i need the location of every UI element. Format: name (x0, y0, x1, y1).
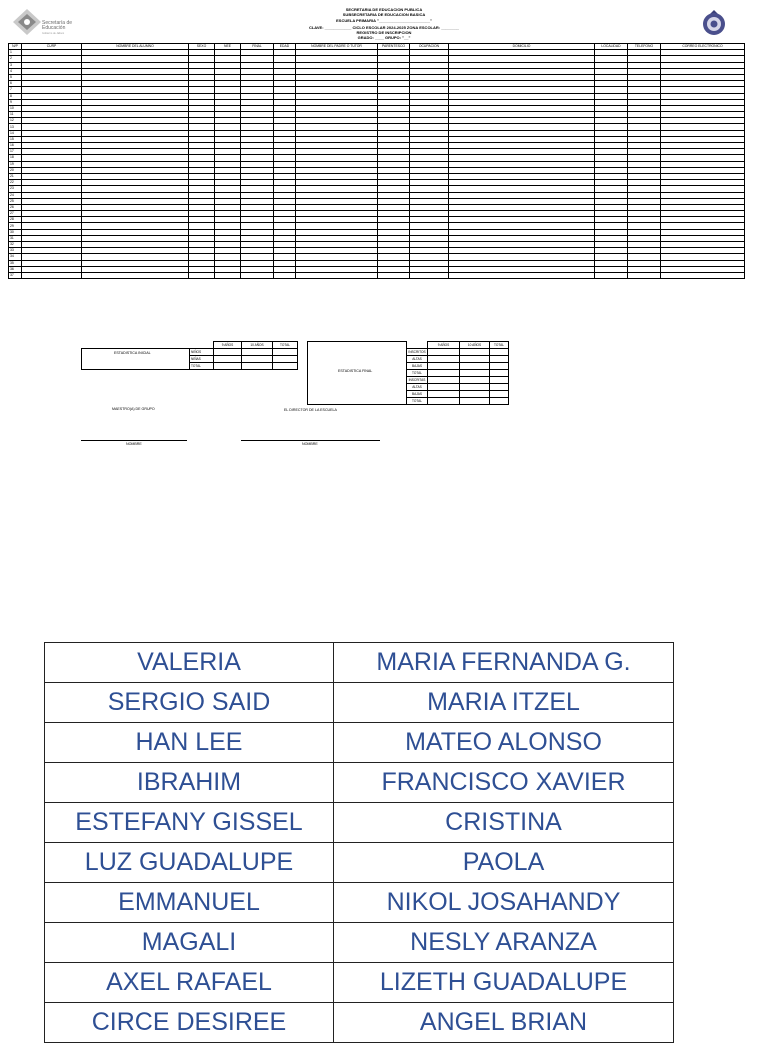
stat-cell (428, 377, 460, 384)
stat-cell (214, 349, 242, 356)
stat-cell (214, 356, 242, 363)
register-column-header: PARENTESCO (378, 44, 410, 50)
row-number: 37 (9, 272, 22, 278)
stat-cell (460, 363, 490, 370)
register-cell (410, 272, 449, 278)
header-line-4: CLAVE: ____________ CICLO ESCOLAR 2024-2025 ZONA ESCOLAR: ________ (308, 25, 460, 30)
stat-cell (242, 349, 273, 356)
student-name: NESLY ARANZA (334, 923, 674, 963)
register-column-header: OCUPACION (410, 44, 449, 50)
stat-cell (428, 370, 460, 377)
row-number: 3 (9, 62, 22, 68)
header-line-3: ESCUELA PRIMARIA "_______________________" (336, 18, 432, 23)
register-column-header: NEE (215, 44, 241, 50)
row-number: 7 (9, 87, 22, 93)
stat-initial-title: ESTADISTICA INICIAL (114, 351, 151, 355)
stat-cell (273, 356, 298, 363)
row-number: 8 (9, 93, 22, 99)
row-number: 27 (9, 211, 22, 217)
student-name: IBRAHIM (45, 763, 334, 803)
register-column-header: FINAL (241, 44, 274, 50)
row-number: 26 (9, 204, 22, 210)
stat-cell (490, 384, 509, 391)
row-number: 5 (9, 74, 22, 80)
logo-text: Secretaría de Educación (42, 20, 73, 31)
stat-cell (428, 356, 460, 363)
row-number: 25 (9, 198, 22, 204)
student-name: CRISTINA (334, 803, 674, 843)
register-column-header: NOMBRE DEL PADRE O TUTOR (296, 44, 378, 50)
logo-subtext: Gobierno de Jalisco (42, 32, 65, 35)
register-cell (215, 272, 241, 278)
stat-initial-row (82, 349, 298, 356)
name-row (45, 1003, 674, 1043)
stat-cell (460, 349, 490, 356)
register-column-header: EDAD (274, 44, 296, 50)
student-name: NIKOL JOSAHANDY (334, 883, 674, 923)
stat-final-row-label: BAJAS (407, 363, 428, 370)
register-cell (378, 272, 410, 278)
director-signature-label: EL DIRECTOR DE LA ESCUELA (284, 408, 337, 412)
student-name: MAGALI (45, 923, 334, 963)
stat-final-row-label: ALTAS (407, 384, 428, 391)
stat-cell (490, 349, 509, 356)
stat-final-row-label: ALTAS (407, 356, 428, 363)
student-name: LUZ GUADALUPE (45, 843, 334, 883)
register-cell (296, 272, 378, 278)
name-row (45, 683, 674, 723)
row-number: 6 (9, 81, 22, 87)
student-name: VALERIA (45, 643, 334, 683)
student-name: FRANCISCO XAVIER (334, 763, 674, 803)
row-number: 12 (9, 118, 22, 124)
register-column-header: N/P (9, 44, 22, 50)
row-number: 31 (9, 235, 22, 241)
student-names-table (44, 642, 674, 1043)
student-name: EMMANUEL (45, 883, 334, 923)
row-number: 13 (9, 124, 22, 130)
stat-cell (428, 363, 460, 370)
header-line-5: REGISTRO DE INSCRIPCION (356, 30, 412, 35)
stat-cell (490, 370, 509, 377)
stat-cell (460, 356, 490, 363)
stat-blank-cell (407, 342, 428, 349)
header-line-6: GRADO: ____ GRUPO: "__" (357, 35, 411, 40)
register-column-header: NOMBRE DEL ALUMNO (82, 44, 189, 50)
stat-cell (273, 349, 298, 356)
register-column-header: TELEFONO (628, 44, 661, 50)
director-signature-line (241, 440, 380, 441)
row-number: 36 (9, 266, 22, 272)
register-cell (82, 272, 189, 278)
stat-initial-title-cell (82, 349, 190, 370)
stat-initial-header-row (82, 342, 298, 349)
row-number: 16 (9, 143, 22, 149)
register-column-header: CURP (22, 44, 82, 50)
register-cell (241, 272, 274, 278)
stat-cell (460, 384, 490, 391)
stat-cell (428, 391, 460, 398)
name-row (45, 643, 674, 683)
stat-final-header: 10 AÑOS (460, 342, 490, 349)
name-row (45, 963, 674, 1003)
teacher-signature-label: MAESTRO(A) DE GRUPO (112, 407, 155, 411)
row-number: 10 (9, 105, 22, 111)
stat-final-header-row (308, 342, 509, 349)
stat-initial-row-label: NIÑAS (190, 356, 214, 363)
student-name: SERGIO SAID (45, 683, 334, 723)
register-column-header: CORREO ELECTRONICO (661, 44, 745, 50)
student-name: MATEO ALONSO (334, 723, 674, 763)
stat-cell (490, 398, 509, 405)
student-name: PAOLA (334, 843, 674, 883)
stat-final-row-label: BAJAS (407, 391, 428, 398)
row-number: 14 (9, 130, 22, 136)
stat-cell (273, 363, 298, 370)
stat-initial-row-label: TOTAL (190, 363, 214, 370)
stat-cell (214, 363, 242, 370)
student-name: ESTEFANY GISSEL (45, 803, 334, 843)
row-number: 2 (9, 56, 22, 62)
row-number: 4 (9, 68, 22, 74)
stat-cell (460, 391, 490, 398)
stat-final-row-label: INSCRITOS (408, 350, 426, 354)
stat-cell (428, 349, 460, 356)
row-number: 33 (9, 248, 22, 254)
row-number: 1 (9, 50, 22, 56)
row-number: 24 (9, 192, 22, 198)
stat-final-row-label: INSCRITAS (407, 377, 428, 384)
row-number: 30 (9, 229, 22, 235)
stat-initial-header: 10 AÑOS (242, 342, 273, 349)
register-cell (22, 272, 82, 278)
row-number: 32 (9, 242, 22, 248)
row-number: 28 (9, 217, 22, 223)
row-number: 19 (9, 161, 22, 167)
stat-cell (242, 356, 273, 363)
stat-final-row-label: TOTAL (407, 398, 428, 405)
stat-cell (428, 384, 460, 391)
student-name: AXEL RAFAEL (45, 963, 334, 1003)
register-column-header: DOMICILIO (449, 44, 595, 50)
teacher-sign-name-label: NOMBRE (126, 442, 142, 446)
stat-final-table (307, 341, 509, 405)
name-row (45, 883, 674, 923)
row-number: 17 (9, 149, 22, 155)
header-line-2: SUBSECRETARIA DE EDUCACION BASICA (342, 12, 426, 17)
register-row (9, 272, 745, 278)
stat-cell (490, 391, 509, 398)
stat-cell (460, 377, 490, 384)
stat-cell (490, 356, 509, 363)
stat-final-row-label: TOTAL (407, 370, 428, 377)
row-number: 23 (9, 186, 22, 192)
name-row (45, 843, 674, 883)
name-row (45, 763, 674, 803)
register-cell (595, 272, 628, 278)
stat-final-title: ESTADISTICA FINAL (338, 369, 373, 373)
stat-cell (428, 398, 460, 405)
director-sign-name-label: NOMBRE (302, 442, 318, 446)
student-name: CIRCE DESIREE (45, 1003, 334, 1043)
stat-cell (460, 398, 490, 405)
stat-blank-cell (82, 342, 214, 349)
header-line-1: SECRETARIA DE EDUCACION PUBLICA (345, 7, 423, 12)
stat-initial-table (81, 341, 298, 370)
student-name: HAN LEE (45, 723, 334, 763)
stat-cell (242, 363, 273, 370)
stat-initial-header: 9 AÑOS (214, 342, 242, 349)
register-cell (449, 272, 595, 278)
row-number: 11 (9, 112, 22, 118)
register-cell (189, 272, 215, 278)
name-row (45, 803, 674, 843)
name-row (45, 723, 674, 763)
name-row (45, 923, 674, 963)
register-cell (628, 272, 661, 278)
student-name: MARIA FERNANDA G. (334, 643, 674, 683)
row-number: 9 (9, 99, 22, 105)
student-name: LIZETH GUADALUPE (334, 963, 674, 1003)
row-number: 21 (9, 173, 22, 179)
stat-initial-row-label: NIÑOS (190, 349, 214, 356)
stat-cell (490, 377, 509, 384)
register-table (8, 43, 745, 279)
stat-final-header: 9 AÑOS (428, 342, 460, 349)
stat-initial-header: TOTAL (273, 342, 298, 349)
stat-cell (460, 370, 490, 377)
row-number: 35 (9, 260, 22, 266)
row-number: 34 (9, 254, 22, 260)
stat-cell (490, 363, 509, 370)
row-number: 20 (9, 167, 22, 173)
row-number: 29 (9, 223, 22, 229)
register-cell (661, 272, 745, 278)
stat-final-header: TOTAL (490, 342, 509, 349)
row-number: 15 (9, 136, 22, 142)
row-number: 22 (9, 180, 22, 186)
row-number: 18 (9, 155, 22, 161)
register-cell (274, 272, 296, 278)
register-column-header: SEXO (189, 44, 215, 50)
student-name: ANGEL BRIAN (334, 1003, 674, 1043)
student-name: MARIA ITZEL (334, 683, 674, 723)
stat-final-title-cell (308, 342, 407, 405)
register-column-header: LOCALIDAD (595, 44, 628, 50)
teacher-signature-line (81, 440, 187, 441)
